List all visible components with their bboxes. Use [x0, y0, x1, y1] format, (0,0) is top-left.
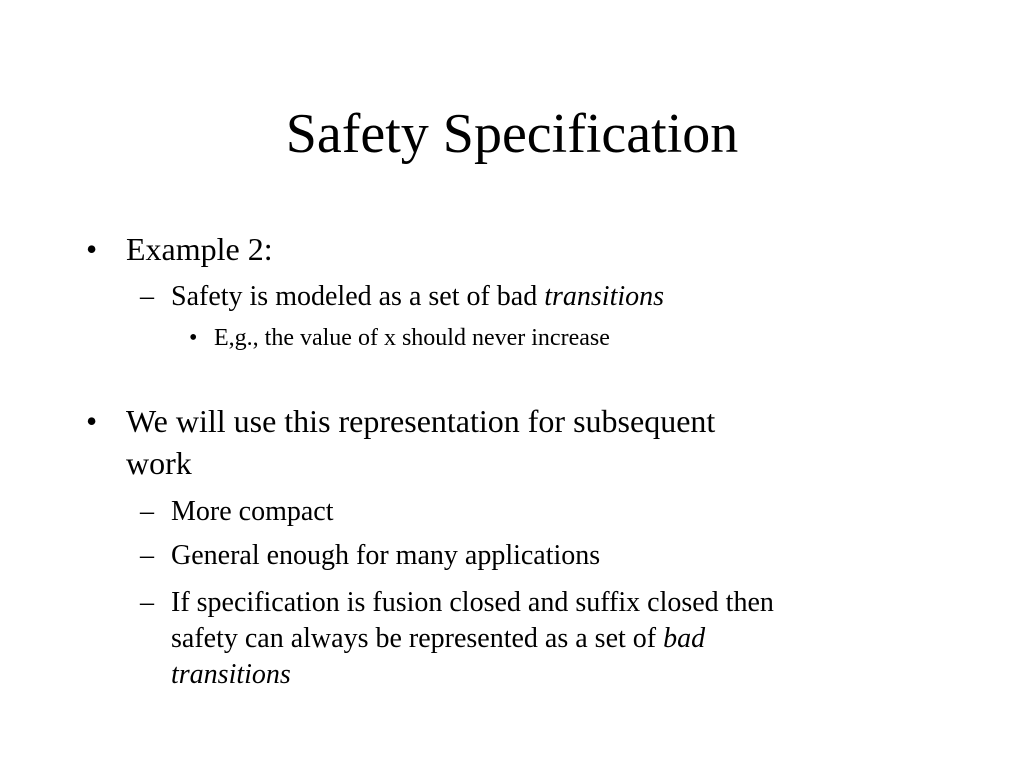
- bullet-marker: •: [86, 231, 98, 267]
- sub-bullet-emphasis: transitions: [171, 659, 291, 690]
- sub-bullet-text-fusion-closed-line3: [171, 657, 291, 693]
- sub-bullet-marker: –: [140, 281, 154, 312]
- sub-bullet-marker: –: [140, 587, 154, 618]
- sub-bullet-text: safety can always be represented as a set of: [171, 623, 664, 654]
- sub-bullet-emphasis: transitions: [544, 281, 665, 312]
- sub-bullet-marker: –: [140, 496, 154, 527]
- sub-bullet-text-general-enough: General enough for many applications: [171, 540, 601, 571]
- bullet-text-representation-line2: work: [126, 445, 192, 481]
- slide-title: Safety Specification: [285, 103, 739, 165]
- sub-sub-bullet-marker: •: [189, 325, 198, 351]
- sub-bullet-text: Safety is modeled as a set of bad: [171, 281, 545, 312]
- sub-bullet-emphasis: bad: [663, 623, 706, 654]
- sub-bullet-text-fusion-closed-line2: [171, 621, 705, 657]
- sub-bullet-text-bad-transitions: [171, 279, 664, 315]
- bullet-text-example-2: Example 2:: [126, 231, 273, 267]
- sub-bullet-text-more-compact: More compact: [171, 496, 334, 527]
- sub-bullet-marker: –: [140, 540, 154, 571]
- bullet-marker: •: [86, 403, 98, 439]
- sub-sub-bullet-text-example: E,g., the value of x should never increase: [214, 325, 610, 351]
- sub-bullet-text-fusion-closed-line1: If specification is fusion closed and suffix closed then: [171, 587, 774, 618]
- bullet-text-representation-line1: We will use this representation for subsequent: [126, 403, 716, 439]
